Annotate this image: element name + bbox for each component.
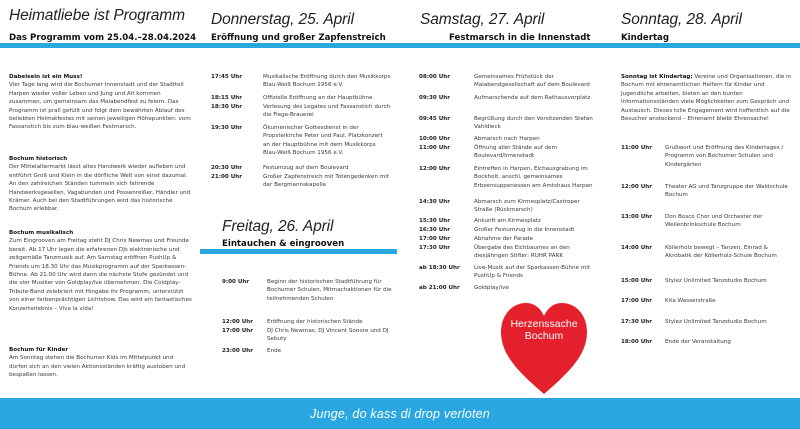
event-time: 14:00 Uhr <box>621 245 653 251</box>
intro-section-welcome <box>9 73 192 132</box>
event-desc: Ökumenischer Gottesdienst in der Propsteikirche Peter und Paul, Platzkonzert an der Hauptbühne mit dem Musikkorps Blau-Weiß Bochum 1956 e.V. <box>263 125 383 157</box>
event-time: 17:00 Uhr <box>621 298 653 304</box>
sunday-intro <box>621 73 793 123</box>
event-item <box>419 115 597 132</box>
event-desc: Ankunft am Kirmesplatz <box>474 218 541 224</box>
heart-badge <box>499 300 589 398</box>
event-desc: Großer Festumzug in die Innenstadt <box>474 227 575 233</box>
event-item <box>621 144 793 169</box>
event-time: 19:30 Uhr <box>211 125 243 131</box>
event-desc: Ende <box>267 348 282 354</box>
accent-bar <box>397 43 600 48</box>
event-time: 17:30 Uhr <box>621 319 653 325</box>
event-time: ab 21:00 Uhr <box>419 285 460 291</box>
event-item <box>419 264 597 281</box>
event-desc: Eintreffen in Harpen, Eichausgrabung im Bockholt, anschl. gemeinsames Erbsensuppenessen am Amtshaus Harpen <box>474 166 593 189</box>
event-time: 17:45 Uhr <box>211 74 243 80</box>
event-desc: Großer Zapfenstreich mit Totengedenken mit der Bergmannskapelle <box>263 174 389 189</box>
event-time: 18:30 Uhr <box>211 104 243 110</box>
event-item <box>621 277 793 285</box>
column-saturday <box>397 0 600 398</box>
accent-bar <box>200 249 397 254</box>
event-item <box>419 284 597 292</box>
heart-icon <box>499 300 589 396</box>
event-time: 18:00 Uhr <box>621 339 653 345</box>
event-item <box>621 318 793 326</box>
event-desc: Stylez Unlimited Tanzstudio Bochum <box>665 278 767 284</box>
event-time: 17:00 Uhr <box>222 328 254 334</box>
event-time: ab 18:30 Uhr <box>419 265 460 271</box>
event-item <box>419 198 597 215</box>
section-text: Zum Eingrooven am Freitag steht DJ Chris Newmas und Freunde bereit. Ab 17 Uhr legen die erfahrenen DJs elektronische und zeitgemäße Tanzmusik auf. Am Samstag eröffnen PushUp & Friends um 18.30 Uhr das Musikprogramm auf der Sparkassen-Bühne. Ab 21.00 Uhr wird dann die nächste Stufe gezündet und die vier Musiker von Goldplay/ive übernehmen. Die Coldplay-Tribute-Band zelebriert mit Hingabe ihr Programm, unterstützt von einer farbenprächtigen Lichtshow. Das wird ein fantastisches Konzerterlebnis – Viva la vida! <box>9 238 192 312</box>
event-desc: Verlesung des Legates und Fassanstich durch die Fiege-Brauerei <box>263 104 391 119</box>
event-item <box>222 318 392 326</box>
event-item <box>419 165 597 190</box>
event-desc: Eröffnung der historischen Stände <box>267 319 363 325</box>
event-desc: Aufmarschende auf dem Rathausvorplatz <box>474 95 591 101</box>
intro-section-kids <box>9 346 192 380</box>
event-time: 09:45 Uhr <box>419 116 451 122</box>
intro-section-music <box>9 229 192 313</box>
event-item <box>621 338 793 346</box>
event-time: 10:00 Uhr <box>419 136 451 142</box>
event-item <box>211 73 391 90</box>
section-title: Bochum historisch <box>9 156 68 162</box>
event-time: 12:00 Uhr <box>621 184 653 190</box>
event-desc: Abmarsch zum Kirmesplatz/Castroper Straße (Rückmarsch) <box>474 199 580 214</box>
event-desc: Begrüßung durch den Vorsitzenden Stefan Vahldieck <box>474 116 593 131</box>
event-desc: Übergabe des Eichbaumes an den diesjährigen Stifter: RUHR PARK <box>474 245 570 260</box>
event-time: 12:00 Uhr <box>419 166 451 172</box>
event-item <box>621 183 793 200</box>
intro-section-history <box>9 155 192 214</box>
event-item <box>222 347 392 355</box>
section-title: Bochum musikalisch <box>9 230 74 236</box>
event-item <box>211 173 391 190</box>
event-item <box>211 164 391 172</box>
column-sunday <box>600 0 800 398</box>
event-item <box>621 244 793 261</box>
event-desc: Offizielle Eröffnung an der Hauptbühne <box>263 95 373 101</box>
accent-bar <box>0 43 200 48</box>
event-item <box>419 226 597 234</box>
thursday-subheading: Eröffnung und großer Zapfenstreich <box>211 33 386 43</box>
thursday-heading: Donnerstag, 25. April <box>211 11 354 28</box>
event-desc: Don Bosco Chor und Orchester der Weilenbrinkschule Bochum <box>665 214 763 229</box>
event-time: 14:30 Uhr <box>419 199 451 205</box>
event-item <box>419 244 597 261</box>
event-desc: DJ Chris Newmas, DJ Vincent Sonore und DJ Sebuty <box>267 328 389 343</box>
event-desc: Abnahme der Parade <box>474 236 533 242</box>
event-time: 17:30 Uhr <box>419 245 451 251</box>
event-item <box>419 217 597 225</box>
event-time: 16:30 Uhr <box>419 227 451 233</box>
event-item <box>419 73 597 90</box>
event-desc: Goldplay/ive <box>474 285 509 291</box>
event-item <box>621 213 793 230</box>
event-time: 17:00 Uhr <box>419 236 451 242</box>
saturday-subheading: Festmarsch in die Innenstadt <box>449 33 591 43</box>
friday-heading: Freitag, 26. April <box>222 218 334 235</box>
event-desc: Beginn der historischen Stadtführung für Bochumer Schulen, Mitmachaktionen für die teilnehmenden Schulen <box>267 279 392 302</box>
heart-text <box>499 318 589 342</box>
event-desc: Musikalische Eröffnung durch den Musikkorps Blau-Weiß Bochum 1956 e.V. <box>263 74 391 89</box>
section-text: Vier Tage lang wird die Bochumer Innenstadt und der Stadtteil Harpen wieder voller Leben und Jung und Alt kommen zusammen, um gemeinsam das Maiabendfest zu feiern. Das Programm ist prall gefüllt und folgt dem bewährten Ablauf des beliebten Heimatfestes mit seinen jeweiligen Höhepunkten: vom Fassanstich bis zum blau-weißen Festmarsch. <box>9 82 191 131</box>
saturday-heading: Samstag, 27. April <box>420 11 545 28</box>
column-intro <box>0 0 200 398</box>
event-item <box>419 235 597 243</box>
section-text: Der Mittelaltermarkt lässt altes Handwerk wieder aufleben und entführt Groß und Klein in die dörfliche Welt von einst dazumal. An den zahlreichen Ständen tummeln sich fahrende Handwerksgesellen, Vagabunden und Possenreißer, Händler und Krämer. Auch bei den Stadtführungen wird das historische Bochum erlebbar. <box>9 164 191 213</box>
event-time: 13:00 Uhr <box>621 214 653 220</box>
event-item <box>419 144 597 161</box>
event-desc: Gemeinsames Frühstück der Maiabendgesellschaft auf dem Boulevard <box>474 74 590 89</box>
event-item <box>419 94 597 102</box>
event-item <box>222 278 392 303</box>
intro-heading: Heimatliebe ist Programm <box>9 7 185 24</box>
event-desc: Grußwort und Eröffnung des Kindertages / Programm von Bochumer Schulen und Kindergärten <box>665 145 784 168</box>
event-item <box>222 327 392 344</box>
heart-line-1: Herzenssache <box>510 318 578 330</box>
intro-subheading: Das Programm vom 25.04.–28.04.2024 <box>9 33 197 43</box>
event-desc: Stylez Unlimited Tanzstudio Bochum <box>665 319 767 325</box>
event-item <box>211 103 391 120</box>
event-time: 20:30 Uhr <box>211 165 243 171</box>
event-desc: Kita Wasserstraße <box>665 298 716 304</box>
sunday-heading: Sonntag, 28. April <box>621 11 742 28</box>
event-item <box>621 297 793 305</box>
event-item <box>211 124 391 158</box>
event-time: 18:15 Uhr <box>211 95 243 101</box>
event-item <box>419 135 597 143</box>
section-title: Dabeisein ist ein Muss! <box>9 74 83 80</box>
event-desc: Ende der Veranstaltung <box>665 339 731 345</box>
accent-bar <box>200 43 397 48</box>
section-title: Bochum für Kinder <box>9 347 69 353</box>
event-desc: Köllerholz bewegt – Tanzen, Einrad & Akrobatik der Köllerholz-Schule Bochum <box>665 245 777 260</box>
event-desc: Öffnung aller Stände auf dem Boulevard/Innenstadt <box>474 145 557 160</box>
event-desc: Theater AG und Tanzgruppe der Waldschule Bochum <box>665 184 788 199</box>
event-time: 08:00 Uhr <box>419 74 451 80</box>
event-time: 23:00 Uhr <box>222 348 254 354</box>
event-time: 12:00 Uhr <box>222 319 254 325</box>
event-item <box>211 94 391 102</box>
heart-line-2: Bochum <box>524 330 564 342</box>
footer-slogan: Junge, do kass di drop verloten <box>310 406 490 421</box>
event-time: 15:30 Uhr <box>419 218 451 224</box>
accent-bar <box>600 43 800 48</box>
event-desc: Abmarsch nach Harpen <box>474 136 540 142</box>
event-time: 21:00 Uhr <box>211 174 243 180</box>
event-time: 9:00 Uhr <box>222 279 250 285</box>
section-text: Am Sonntag stehen die Bochumer Kids im Mittelpunkt und dürfen sich an den vielen Aktionsständen kräftig austoben und bespaßen lassen. <box>9 355 186 379</box>
sunday-intro-bold: Sonntag ist Kindertag: <box>621 74 693 80</box>
event-desc: Live-Musik auf der Sparkassen-Bühne mit PushUp & Friends <box>474 265 591 280</box>
footer-banner <box>0 398 800 429</box>
event-time: 15:00 Uhr <box>621 278 653 284</box>
event-time: 11:00 Uhr <box>621 145 653 151</box>
event-time: 11:00 Uhr <box>419 145 451 151</box>
column-thursday-friday <box>200 0 397 398</box>
event-time: 09:30 Uhr <box>419 95 451 101</box>
event-desc: Festumzug auf dem Boulevard <box>263 165 349 171</box>
sunday-subheading: Kindertag <box>621 33 669 43</box>
sunday-intro-text: Vereine und Organisationen, die in Bochum mit ehrenamtlichen Helfern für Kinder und Jugendliche arbeiten, bieten an den bunten Informationsständen viele Möglichkeiten zum Gespräch und Austausch. Dieses tolle Engagement wird hoffentlich auf die Besucher ansteckend – Ehrenamt bleibt Ehrensache! <box>621 74 792 123</box>
friday-subheading: Eintauchen & eingrooven <box>222 239 345 249</box>
